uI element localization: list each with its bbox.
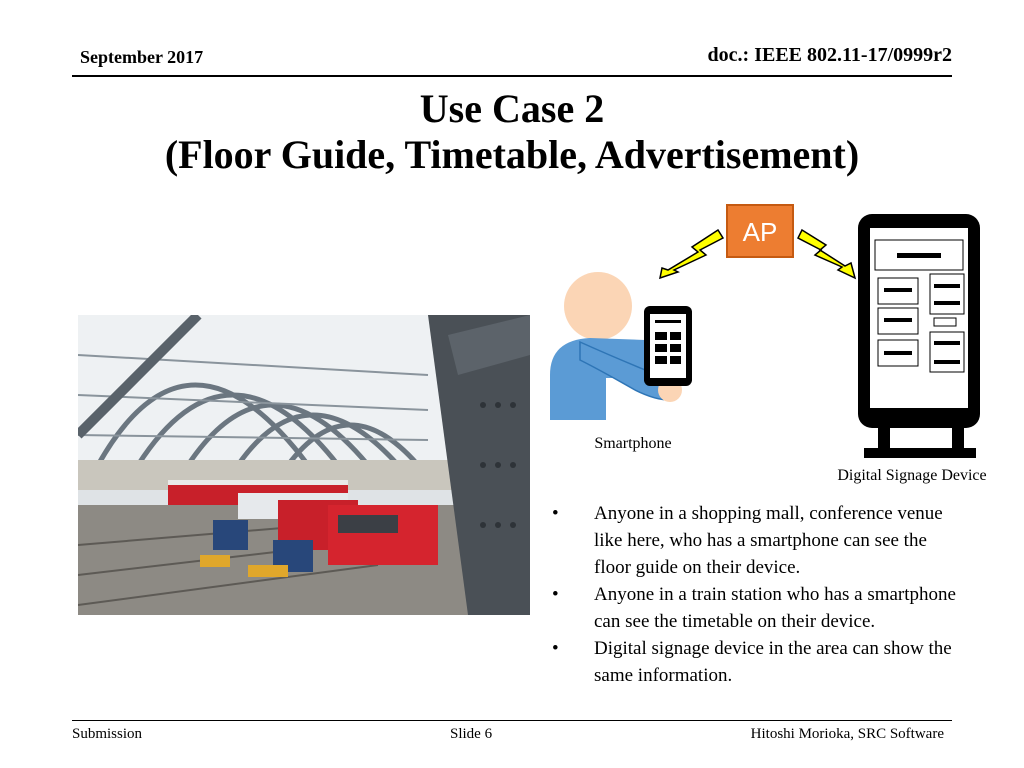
bullet-item (552, 581, 962, 635)
bullet-marker: • (552, 503, 559, 524)
lightning-left-icon (660, 230, 723, 278)
ap-label: AP (742, 217, 778, 247)
signage-label: Digital Signage Device (837, 467, 987, 484)
footer-submission: Submission (72, 726, 143, 742)
title-line-2: (Floor Guide, Timetable, Advertisement) (164, 132, 860, 177)
use-case-diagram (540, 200, 1010, 490)
smartphone-icon (644, 306, 692, 386)
header-rule (72, 75, 952, 77)
slide-title (0, 86, 1024, 178)
bullet-marker: • (552, 584, 559, 605)
bullet-list (552, 500, 962, 689)
bullet-text: Digital signage device in the area can show the same information. (594, 638, 952, 686)
smartphone-label: Smartphone (594, 435, 672, 452)
footer-slide-number: Slide 6 (450, 726, 493, 742)
footer-rule (72, 720, 952, 721)
bullet-item (552, 635, 962, 689)
lightning-right-icon (798, 230, 855, 278)
train-station-photo (78, 315, 530, 615)
bullet-marker: • (552, 638, 559, 659)
header-doc-id: doc.: IEEE 802.11-17/0999r2 (707, 44, 952, 66)
header-date: September 2017 (80, 47, 204, 67)
footer-author: Hitoshi Morioka, SRC Software (750, 726, 944, 742)
title-line-1: Use Case 2 (419, 86, 605, 131)
access-point-icon (727, 205, 793, 257)
bullet-text: Anyone in a shopping mall, conference venue like here, who has a smartphone can see the floor guide on their device. (594, 503, 943, 578)
bullet-item (552, 500, 962, 581)
bullet-text: Anyone in a train station who has a smartphone can see the timetable on their device. (594, 584, 956, 632)
digital-signage-icon (858, 214, 980, 458)
